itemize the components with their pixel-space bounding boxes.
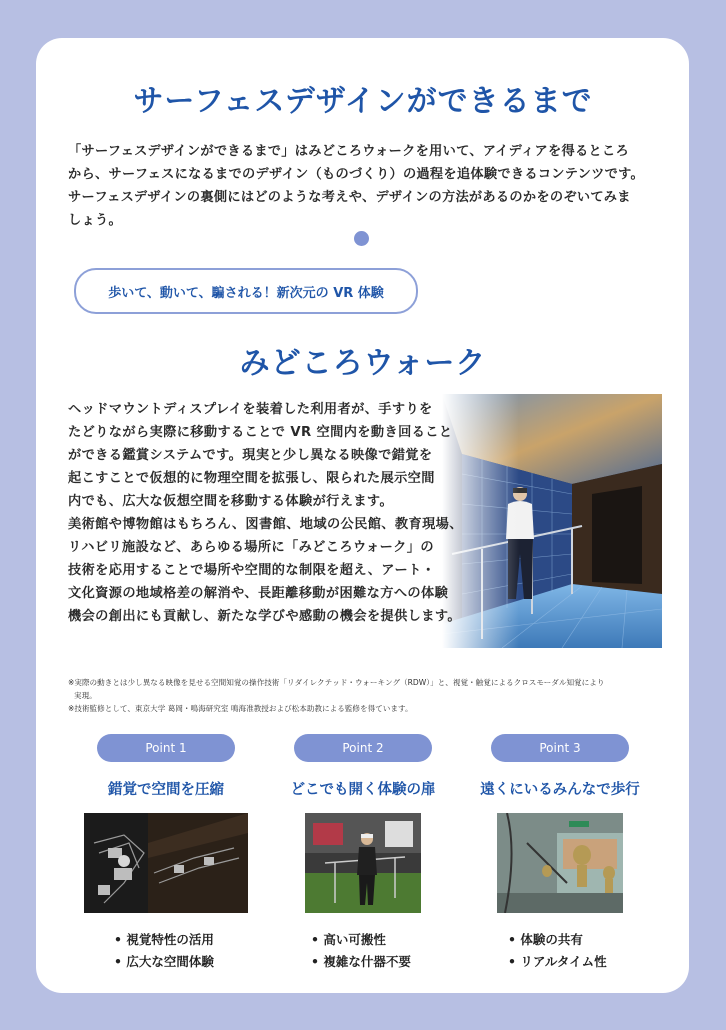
point-bullets [470,929,650,973]
body-line: 内でも、広大な仮想空間を移動する体験が行えます。 [68,494,394,509]
footnote-2: ※技術監修として、東京大学 葛岡・鳴海研究室 鳴海准教授および松本助教による監修を得ています。 [68,704,413,713]
intro-line: 「サーフェスデザインができるまで」はみどころウォークを用いて、アイディアを得るところ [68,144,629,159]
body-line: 技術を応用することで場所や空間的な制限を超え、アート・ [68,563,436,578]
point-card-2 [273,734,453,973]
bullet-item: • 高い可搬性 [311,929,453,951]
footnote-1-cont: 実現。 [74,691,97,700]
speech-bubble [74,268,418,314]
body-line: 起こすことで仮想的に物理空間を拡張し、限られた展示空間 [68,471,435,486]
body-line: ができる鑑賞システムです。現実と少し異なる映像で錯覚を [68,448,433,463]
body-line: 美術館や博物館はもちろん、図書館、地域の公民館、教育現場、 [68,517,463,532]
point-label: Point 3 [539,741,581,755]
point-1-illustration [84,813,248,913]
section-body [68,398,468,628]
intro-line: サーフェスデザインの裏側にはどのような考えや、デザインの方法があるのかをのぞいてみま [68,190,631,205]
body-line: 文化資源の地域格差の解消や、長距離移動が困難な方への体験 [68,586,449,601]
point-bullets [76,929,256,973]
point-bullets [273,929,453,973]
point-label-pill [97,734,235,762]
body-line: ヘッドマウントディスプレイを装着した利用者が、手すりを [68,402,433,417]
section-title: みどころウォーク [239,346,487,381]
point-label: Point 2 [342,741,384,755]
point-label-pill [491,734,629,762]
footnote-1: ※実際の動きとは少し異なる映像を見せる空間知覚の操作技術「リダイレクテッド・ウォーキング（RDW）」と、視覚・触覚によるクロスモーダル知覚により [68,678,605,687]
point-2-illustration [305,813,421,913]
intro-text [68,140,668,232]
vr-corridor-photo [442,394,662,648]
bullet-item: • 複雑な什器不要 [311,951,453,973]
bullet-item: • 視覚特性の活用 [114,929,256,951]
point-title: どこでも開く体験の扉 [290,782,436,798]
page-title: サーフェスデザインができるまで [133,84,593,119]
speech-bubble-text: 歩いて、動いて、騙される！新次元の VR 体験 [108,285,384,301]
point-3-illustration [497,813,623,913]
bullet-item: • 広大な空間体験 [114,951,256,973]
point-title: 錯覚で空間を圧縮 [108,782,224,798]
body-line: リハビリ施設など、あらゆる場所に「みどころウォーク」の [68,540,434,555]
body-line: 機会の創出にも貢献し、新たな学びや感動の機会を提供します。 [68,609,461,624]
bullet-item: • 体験の共有 [508,929,650,951]
footnotes [68,676,668,715]
point-label-pill [294,734,432,762]
bullet-item: • リアルタイム性 [508,951,650,973]
point-card-3 [470,734,650,973]
point-title: 遠くにいるみんなで歩行 [480,782,640,798]
point-card-1 [76,734,256,973]
divider-dot [354,231,369,246]
intro-line: から、サーフェスになるまでのデザイン（ものづくり）の過程を追体験できるコンテンツです。 [68,167,644,182]
point-label: Point 1 [145,741,187,755]
body-line: たどりながら実際に移動することで VR 空間内を動き回ること [68,425,453,440]
intro-line: しょう。 [68,213,122,228]
